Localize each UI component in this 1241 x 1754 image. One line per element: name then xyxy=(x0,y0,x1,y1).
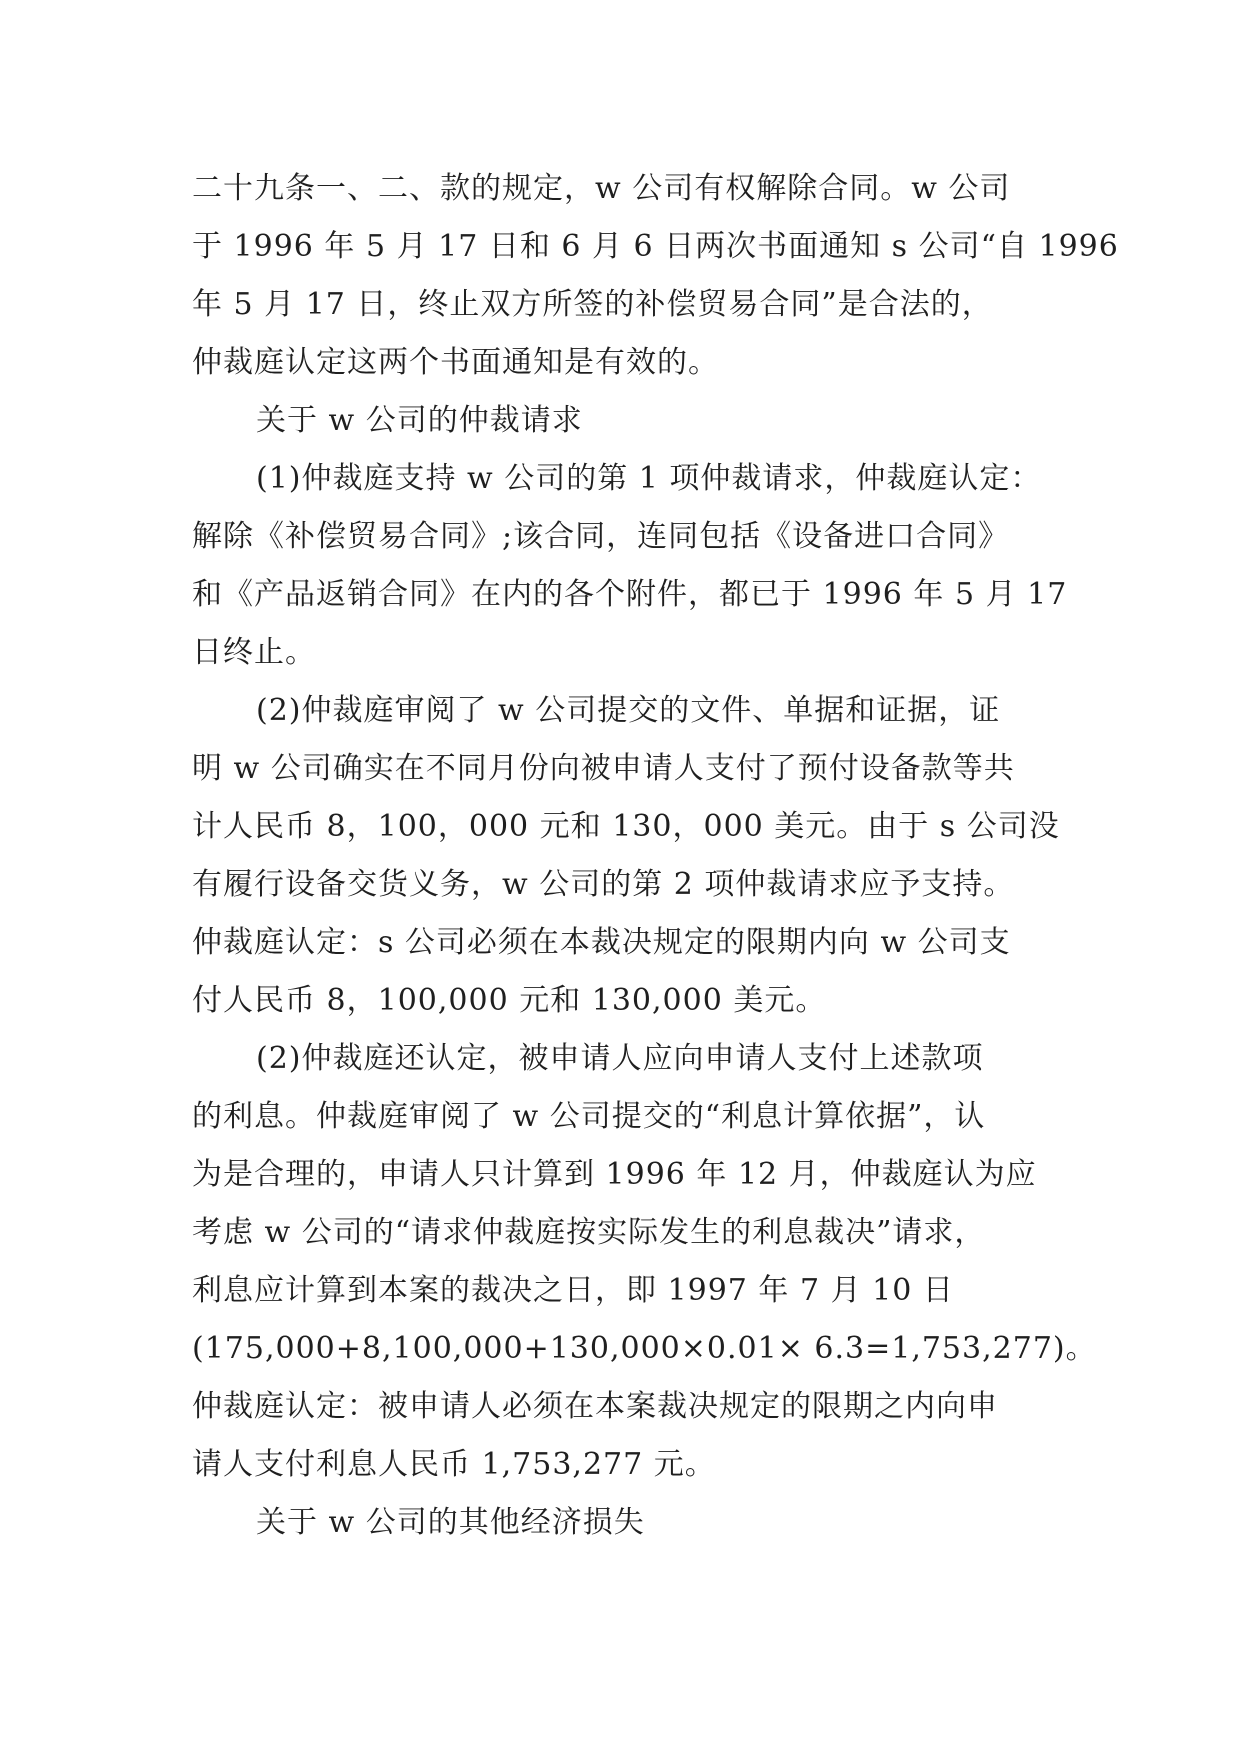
text-line: 利息应计算到本案的裁决之日，即 1997 年 7 月 10 日 xyxy=(192,1273,954,1308)
text-line: 仲裁庭认定：s 公司必须在本裁决规定的限期内向 w 公司支 xyxy=(192,925,1011,960)
text-line: (2)仲裁庭审阅了 w 公司提交的文件、单据和证据，证 xyxy=(256,693,1001,728)
document-body xyxy=(192,160,1119,1552)
text-line: 仲裁庭认定：被申请人必须在本案裁决规定的限期之内向申 xyxy=(192,1389,998,1424)
text-line: (2)仲裁庭还认定，被申请人应向申请人支付上述款项 xyxy=(256,1041,984,1076)
text-line: 解除《补偿贸易合同》;该合同，连同包括《设备进口合同》 xyxy=(192,519,1010,554)
text-line: 于 1996 年 5 月 17 日和 6 月 6 日两次书面通知 s 公司“自 1996 xyxy=(192,229,1119,264)
section-heading: 关于 w 公司的其他经济损失 xyxy=(256,1505,645,1540)
text-line: (175,000+8,100,000+130,000×0.01× 6.3=1,753,277)。 xyxy=(192,1331,1097,1366)
text-line: 仲裁庭认定这两个书面通知是有效的。 xyxy=(192,345,719,380)
text-line: 的利息。仲裁庭审阅了 w 公司提交的“利息计算依据”，认 xyxy=(192,1099,986,1134)
text-line: 有履行设备交货义务，w 公司的第 2 项仲裁请求应予支持。 xyxy=(192,867,1015,902)
text-line: 计人民币 8，100，000 元和 130，000 美元。由于 s 公司没 xyxy=(192,809,1060,844)
section-heading: 关于 w 公司的仲裁请求 xyxy=(256,403,583,438)
text-line: 日终止。 xyxy=(192,635,316,670)
text-line: 考虑 w 公司的“请求仲裁庭按实际发生的利息裁决”请求， xyxy=(192,1215,986,1250)
text-line: 年 5 月 17 日，终止双方所签的补偿贸易合同”是合法的， xyxy=(192,287,993,322)
text-line: 为是合理的，申请人只计算到 1996 年 12 月，仲裁庭认为应 xyxy=(192,1157,1037,1192)
text-line: (1)仲裁庭支持 w 公司的第 1 项仲裁请求，仲裁庭认定： xyxy=(256,461,1042,496)
text-line: 明 w 公司确实在不同月份向被申请人支付了预付设备款等共 xyxy=(192,751,1015,786)
text-line: 和《产品返销合同》在内的各个附件，都已于 1996 年 5 月 17 xyxy=(192,577,1068,612)
text-line: 二十九条一、二、款的规定，w 公司有权解除合同。w 公司 xyxy=(192,171,1011,206)
text-line: 付人民币 8，100,000 元和 130,000 美元。 xyxy=(192,983,827,1018)
text-line: 请人支付利息人民币 1,753,277 元。 xyxy=(192,1447,716,1482)
